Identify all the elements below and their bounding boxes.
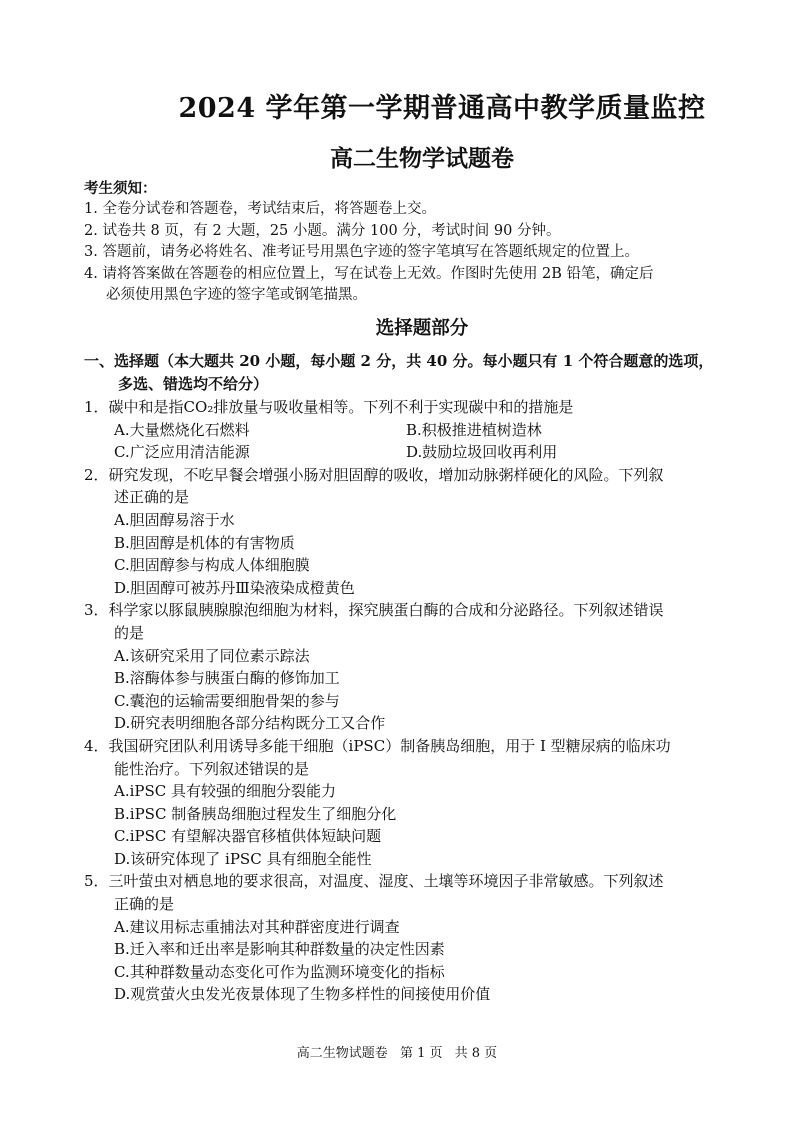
notice-heading: 考生须知：: [84, 180, 157, 197]
option-b: B.迁入率和迁出率是影响其种群数量的决定性因素: [114, 940, 445, 959]
notice-item: 1. 全卷分试卷和答题卷，考试结束后，将答题卷上交。: [84, 201, 436, 217]
option-b: B.溶酶体参与胰蛋白酶的修饰加工: [114, 669, 340, 688]
option-d: D.该研究体现了 iPSC 具有细胞全能性: [114, 849, 372, 868]
option-d: D.胆固醇可被苏丹Ⅲ染液染成橙黄色: [114, 578, 355, 597]
footer-exam-name: 高二生物试题卷: [296, 1046, 388, 1061]
option-c: C.iPSC 有望解决器官移植供体短缺问题: [114, 827, 382, 846]
footer-page-number: 第 1 页: [399, 1046, 443, 1061]
question-stem: 2．研究发现，不吃早餐会增强小肠对胆固醇的吸收，增加动脉粥样硬化的风险。下列叙: [84, 465, 664, 484]
option-b: B.积极推进植树造林: [406, 420, 542, 439]
question-stem: 4．我国研究团队利用诱导多能干细胞（iPSC）制备胰岛细胞，用于 I 型糖尿病的临床功: [84, 736, 671, 755]
page-title: 2024 学年第一学期普通高中教学质量监控: [178, 93, 706, 124]
option-a: A.该研究采用了同位素示踪法: [114, 646, 310, 665]
page-footer: [0, 1042, 794, 1061]
part-heading-line: 一、选择题（本大题共 20 小题，每小题 2 分，共 40 分。每小题只有 1 个符合题意的选项，: [84, 352, 714, 370]
part-heading: [84, 350, 744, 396]
notice-item: 必须使用黑色字迹的签字笔或钢笔描黑。: [106, 287, 367, 303]
option-row: [84, 419, 744, 442]
question-5: [84, 870, 744, 1006]
question-stem: 能性治疗。下列叙述错误的是: [114, 759, 310, 778]
question-1: [84, 396, 744, 464]
question-list: [84, 396, 744, 1006]
option-b: B.胆固醇是机体的有害物质: [114, 533, 295, 552]
option-c: C.其种群数量动态变化可作为监测环境变化的指标: [114, 962, 445, 981]
option-a: A.建议用标志重捕法对其种群密度进行调查: [114, 917, 400, 936]
option-c: C.广泛应用清洁能源: [114, 443, 250, 462]
option-d: D.研究表明细胞各部分结构既分工又合作: [114, 714, 386, 733]
question-3: [84, 599, 744, 735]
notice-block: [84, 178, 724, 307]
question-stem: 5．三叶萤虫对栖息地的要求很高，对温度、湿度、土壤等环境因子非常敏感。下列叙述: [84, 872, 664, 891]
question-stem: 3．科学家以豚鼠胰腺腺泡细胞为材料，探究胰蛋白酶的合成和分泌路径。下列叙述错误: [84, 601, 664, 620]
footer-total-pages: 共 8 页: [454, 1046, 498, 1061]
option-c: C.囊泡的运输需要细胞骨架的参与: [114, 691, 340, 710]
question-stem: 述正确的是: [114, 488, 190, 507]
question-4: [84, 735, 744, 871]
option-b: B.iPSC 制备胰岛细胞过程发生了细胞分化: [114, 804, 397, 823]
part-heading-line: 多选、错选均不给分）: [118, 375, 269, 393]
option-a: A.iPSC 具有较强的细胞分裂能力: [114, 782, 337, 801]
section-heading: 选择题部分: [375, 318, 469, 339]
option-c: C.胆固醇参与构成人体细胞膜: [114, 556, 310, 575]
question-stem: 1．碳中和是指CO₂排放量与吸收量相等。下列不利于实现碳中和的措施是: [84, 398, 574, 416]
notice-item: 2. 试卷共 8 页，有 2 大题，25 小题。满分 100 分，考试时间 90 分钟。: [84, 222, 561, 239]
notice-item: 3. 答题前，请务必将姓名、准考证号用黑色字迹的签字笔填写在答题纸规定的位置上。: [84, 244, 639, 260]
option-row: [84, 441, 744, 464]
question-stem: 正确的是: [114, 895, 175, 914]
page-subtitle: 高二生物学试题卷: [330, 145, 514, 172]
notice-item: 4. 请将答案做在答题卷的相应位置上，写在试卷上无效。作图时先使用 2B 铅笔，确定后: [84, 265, 654, 282]
option-a: A.大量燃烧化石燃料: [114, 420, 250, 439]
question-2: [84, 464, 744, 600]
question-stem: 的是: [114, 623, 145, 642]
option-d: D.观赏萤火虫发光夜景体现了生物多样性的间接使用价值: [114, 985, 491, 1004]
option-a: A.胆固醇易溶于水: [114, 510, 235, 529]
option-d: D.鼓励垃圾回收再利用: [406, 443, 558, 462]
